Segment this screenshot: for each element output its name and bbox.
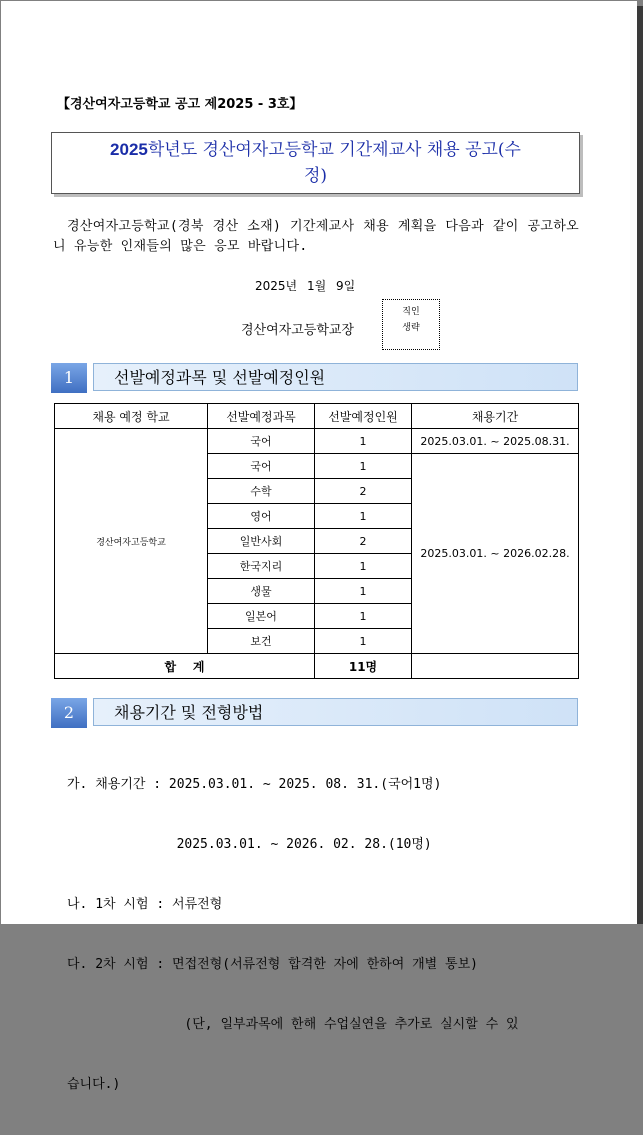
subject-cell: 국어 [208, 429, 315, 454]
title-box [51, 132, 580, 194]
procedure-line: 다. 2차 시험 : 면접전형(서류전형 합격한 자에 한하여 개별 통보) [67, 957, 478, 972]
section1-header [51, 363, 578, 393]
page-shadow [637, 6, 643, 924]
count-cell: 1 [315, 429, 412, 454]
title-line1: 학년도 경산여자고등학교 기간제교사 채용 공고(수 [147, 140, 521, 160]
section2-number: 2 [51, 698, 87, 728]
count-cell: 2 [315, 479, 412, 504]
header-period: 채용기간 [412, 404, 579, 429]
procedure-line: 가. 채용기간 : 2025.03.01. ~ 2025. 08. 31.(국어1명) [67, 777, 442, 792]
page-title [52, 137, 579, 189]
subject-cell: 한국지리 [208, 554, 315, 579]
section1-title: 선발예정과목 및 선발예정인원 [93, 363, 578, 391]
count-cell: 1 [315, 554, 412, 579]
table-total-row [55, 654, 579, 679]
header-school: 채용 예정 학교 [55, 404, 208, 429]
table-header-row [55, 404, 579, 429]
procedure-line: (단, 일부과목에 한해 수업실연을 추가로 실시할 수 있 [67, 1017, 519, 1032]
count-cell: 2 [315, 529, 412, 554]
procedure-list [67, 735, 587, 1135]
subject-cell: 영어 [208, 504, 315, 529]
intro-paragraph: 경산여자고등학교(경북 경산 소재) 기간제교사 채용 계획을 다음과 같이 공고하오니 유능한 인재들의 많은 응모 바랍니다. [53, 219, 579, 254]
notice-number: 【경산여자고등학교 공고 제2025 - 3호】 [57, 97, 303, 112]
section2-header [51, 698, 578, 728]
subject-cell: 수학 [208, 479, 315, 504]
section2-title: 채용기간 및 전형방법 [93, 698, 578, 726]
section1-number: 1 [51, 363, 87, 393]
procedure-line: 2025.03.01. ~ 2026. 02. 28.(10명) [67, 837, 432, 852]
seal-line1: 직인 [402, 307, 420, 317]
school-cell: 경산여자고등학교 [55, 429, 208, 654]
count-cell: 1 [315, 579, 412, 604]
count-cell: 1 [315, 604, 412, 629]
subject-cell: 일반사회 [208, 529, 315, 554]
period-cell: 2025.03.01. ~ 2026.02.28. [412, 454, 579, 654]
title-line2: 정) [303, 166, 328, 186]
procedure-line: 나. 1차 시험 : 서류전형 [67, 897, 223, 912]
subject-cell: 보건 [208, 629, 315, 654]
table-row [55, 429, 579, 454]
period-cell: 2025.03.01. ~ 2025.08.31. [412, 429, 579, 454]
count-cell: 1 [315, 629, 412, 654]
total-value: 11명 [315, 654, 412, 679]
subject-cell: 생물 [208, 579, 315, 604]
total-label: 합 계 [55, 654, 315, 679]
subject-cell: 일본어 [208, 604, 315, 629]
title-year: 2025 [110, 140, 148, 159]
notice-date: 2025년 1월 9일 [255, 279, 356, 293]
subject-cell: 국어 [208, 454, 315, 479]
total-empty-cell [412, 654, 579, 679]
seal-line2: 생략 [402, 323, 420, 333]
count-cell: 1 [315, 454, 412, 479]
signer: 경산여자고등학교장 [241, 323, 355, 338]
document-page [1, 1, 637, 1092]
procedure-line: 습니다.) [67, 1077, 121, 1092]
count-cell: 1 [315, 504, 412, 529]
header-subject: 선발예정과목 [208, 404, 315, 429]
header-count: 선발예정인원 [315, 404, 412, 429]
seal-stamp [382, 299, 440, 350]
recruitment-table [54, 403, 579, 679]
